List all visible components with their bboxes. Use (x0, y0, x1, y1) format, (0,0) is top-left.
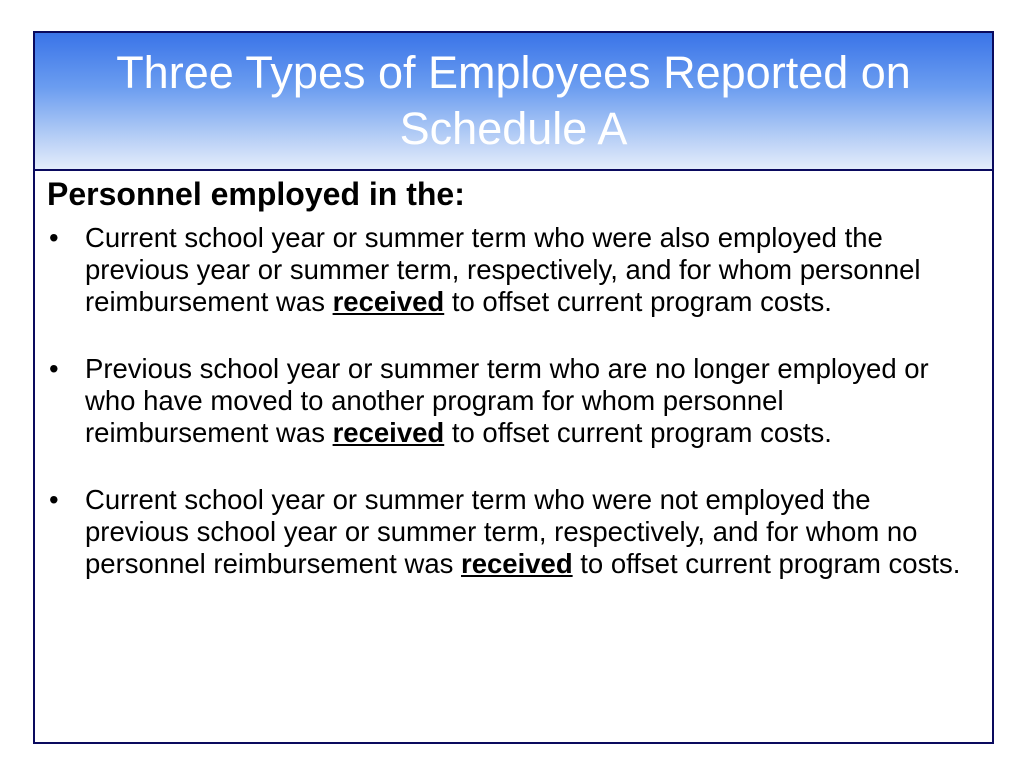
bullet-text: Current school year or summer term who were not employed the previous school year or summer term, respectively, and for whom no personnel reimbursement was (85, 484, 918, 579)
slide-body (35, 171, 992, 615)
bullet-item (47, 484, 974, 580)
keyword-received: received (461, 548, 573, 579)
bullet-text: to offset current program costs. (444, 286, 832, 317)
bullet-marker: • (49, 353, 59, 384)
bullet-text: Previous school year or summer term who are no longer employed or who have moved to another program for whom personnel reimbursement was (85, 353, 929, 448)
keyword-received: received (332, 286, 445, 317)
bullet-text: to offset current program costs. (572, 548, 961, 579)
bullet-text: to offset current program costs. (444, 417, 832, 448)
keyword-received: received (332, 417, 445, 448)
slide-title: Three Types of Employees Reported on Schedule A (116, 47, 911, 154)
bullet-text: Current school year or summer term who were also employed the previous year or summer term, respectively, and for whom personnel reimbursement was (85, 222, 921, 317)
bullet-marker: • (49, 484, 59, 515)
bullet-list (47, 222, 974, 580)
bullet-item (47, 353, 974, 449)
slide-frame (33, 31, 994, 744)
title-bar (35, 33, 992, 171)
bullet-marker: • (49, 222, 59, 253)
bullet-item (47, 222, 974, 318)
subheading: Personnel employed in the: (47, 176, 465, 212)
